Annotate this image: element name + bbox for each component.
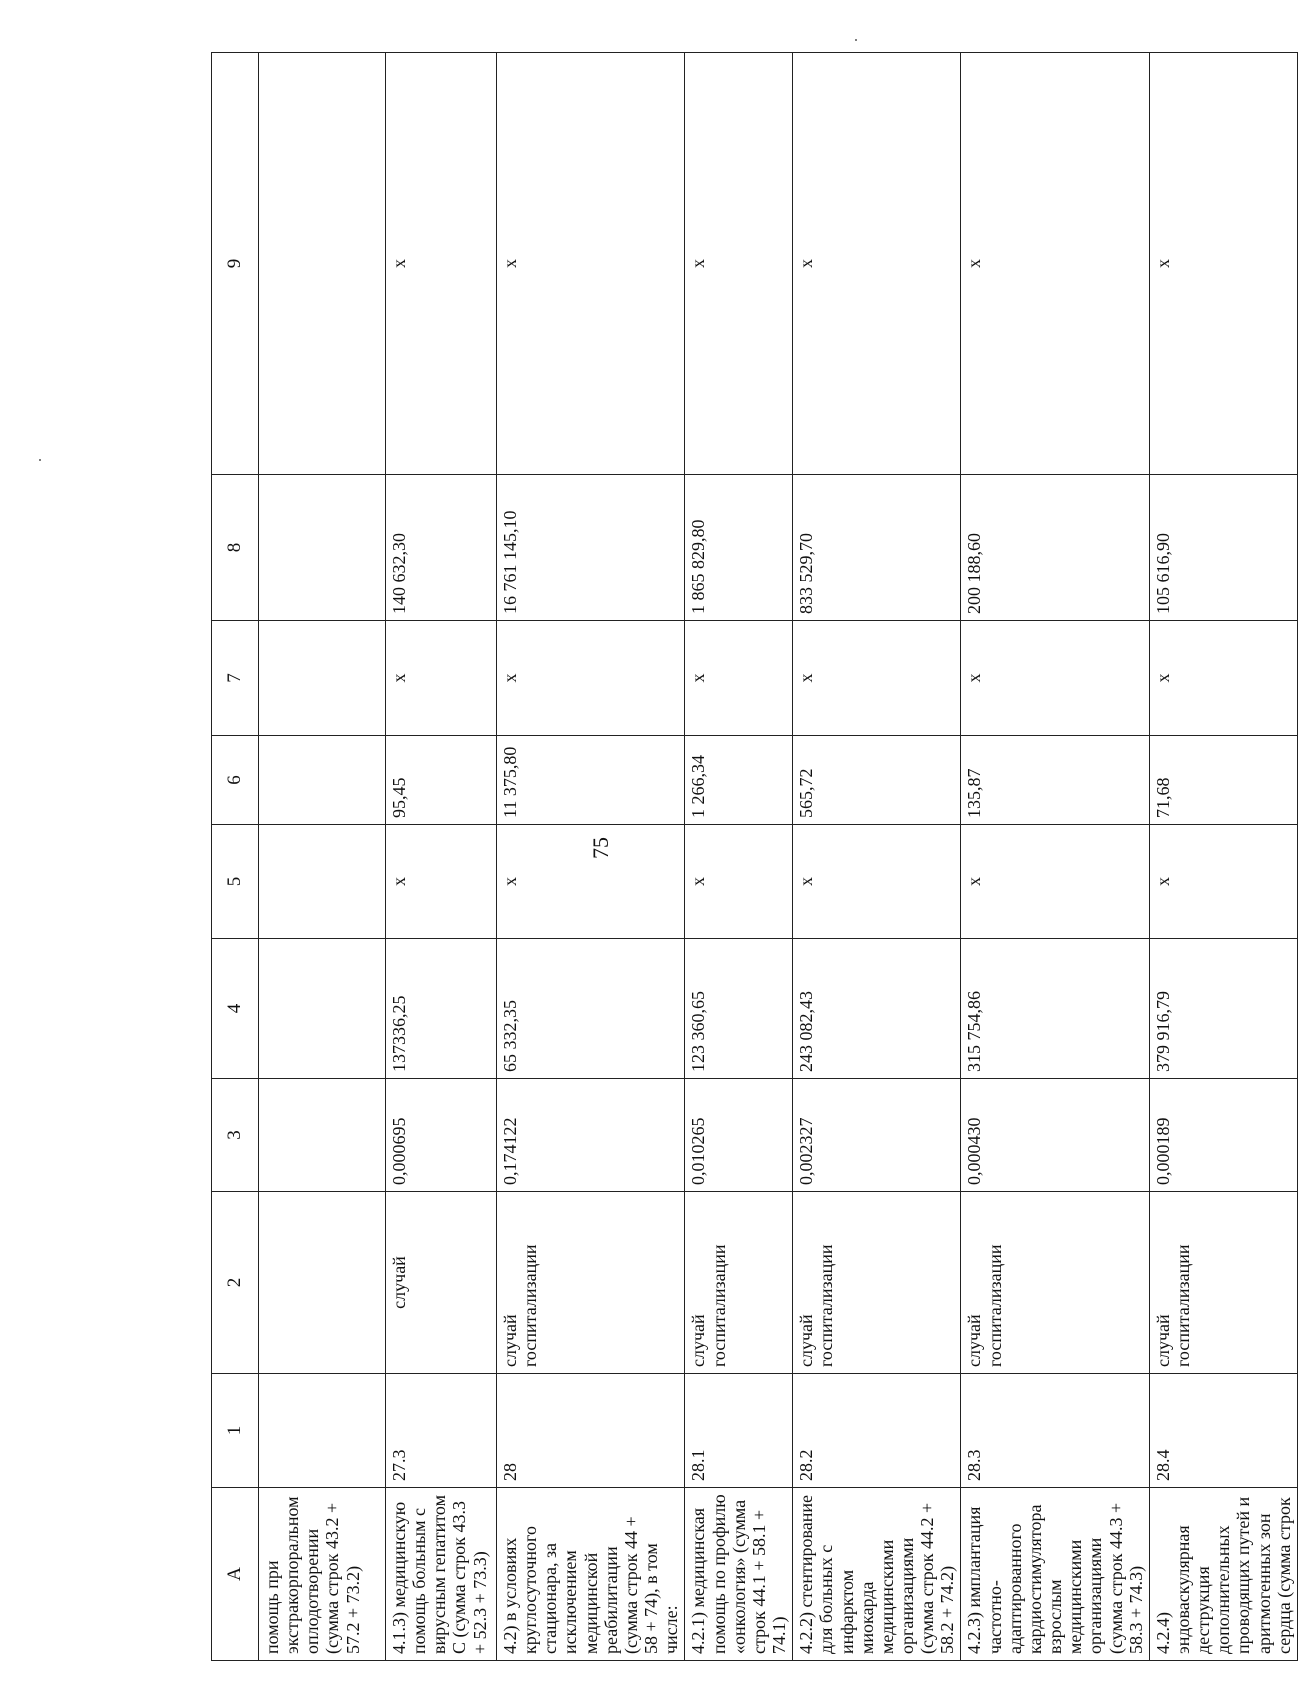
row-col9 — [259, 53, 386, 475]
data-table — [211, 52, 1298, 1661]
row-volume-norm: 0,000430 — [961, 1079, 1149, 1192]
row-col7 — [259, 621, 386, 736]
row-per-capita — [259, 736, 386, 825]
row-description: 4.2.4) эндоваскулярная деструкция дополнительных проводящих путей и аритмогенных зон сердца (сумма строк — [1149, 1488, 1297, 1661]
row-unit: случай госпитализации — [793, 1192, 961, 1374]
row-description: 4.2.3) имплантация частотно-адаптированного кардиостимулятора взрослым медицинскими организациями (сумма строк 44.3 + 58.3 + 74.3) — [961, 1488, 1149, 1661]
row-per-capita: 135,87 — [961, 736, 1149, 825]
row-volume-norm — [259, 1079, 386, 1192]
scan-speck — [855, 39, 857, 41]
row-line-number: 28.1 — [685, 1374, 793, 1488]
row-volume-norm: 0,174122 — [497, 1079, 685, 1192]
row-cost-norm: 379 916,79 — [1149, 939, 1297, 1079]
row-line-number: 28 — [497, 1374, 685, 1488]
row-col9: х — [386, 53, 497, 475]
row-total: 16 761 145,10 — [497, 475, 685, 621]
row-description: 4.2.1) медицинская помощь по профилю «онкология» (сумма строк 44.1 + 58.1 + 74.1) — [685, 1488, 793, 1661]
header-col-8: 8 — [212, 475, 259, 621]
row-unit: случай госпитализации — [685, 1192, 793, 1374]
row-col7: х — [961, 621, 1149, 736]
row-col9: х — [497, 53, 685, 475]
row-unit: случай — [386, 1192, 497, 1374]
row-col7: х — [1149, 621, 1297, 736]
row-line-number: 27.3 — [386, 1374, 497, 1488]
scan-speck — [39, 459, 41, 461]
table-row — [793, 53, 961, 1661]
row-description: 4.1.3) медицинскую помощь больным с вирусным гепатитом С (сумма строк 43.3 + 52.3 + 73.3) — [386, 1488, 497, 1661]
row-total: 105 616,90 — [1149, 475, 1297, 621]
header-col-3: 3 — [212, 1079, 259, 1192]
table-row — [259, 53, 386, 1661]
header-col-a: А — [212, 1488, 259, 1661]
header-col-9: 9 — [212, 53, 259, 475]
row-description: помощь при экстракорпоральном оплодотворении (сумма строк 43.2 + 57.2 + 73.2) — [259, 1488, 386, 1661]
row-total: 200 188,60 — [961, 475, 1149, 621]
row-col5: х — [1149, 825, 1297, 939]
row-unit: случай госпитализации — [497, 1192, 685, 1374]
row-col9: х — [685, 53, 793, 475]
row-col5: х — [793, 825, 961, 939]
row-col5 — [259, 825, 386, 939]
table-row — [961, 53, 1149, 1661]
row-col7: х — [685, 621, 793, 736]
row-per-capita: 95,45 — [386, 736, 497, 825]
row-per-capita: 11 375,80 — [497, 736, 685, 825]
table-row — [386, 53, 497, 1661]
row-total: 140 632,30 — [386, 475, 497, 621]
row-col5: х — [497, 825, 685, 939]
row-total: 1 865 829,80 — [685, 475, 793, 621]
row-col9: х — [793, 53, 961, 475]
header-row — [212, 53, 259, 1661]
row-per-capita: 71,68 — [1149, 736, 1297, 825]
header-col-6: 6 — [212, 736, 259, 825]
row-line-number: 28.2 — [793, 1374, 961, 1488]
header-col-5: 5 — [212, 825, 259, 939]
row-volume-norm: 0,010265 — [685, 1079, 793, 1192]
row-col7: х — [386, 621, 497, 736]
row-cost-norm: 123 360,65 — [685, 939, 793, 1079]
row-col7: х — [793, 621, 961, 736]
row-cost-norm — [259, 939, 386, 1079]
row-line-number: 28.4 — [1149, 1374, 1297, 1488]
row-col9: х — [961, 53, 1149, 475]
row-per-capita: 565,72 — [793, 736, 961, 825]
row-line-number — [259, 1374, 386, 1488]
row-cost-norm: 137336,25 — [386, 939, 497, 1079]
row-volume-norm: 0,000695 — [386, 1079, 497, 1192]
row-col9: х — [1149, 53, 1297, 475]
table-row — [1149, 53, 1297, 1661]
header-col-2: 2 — [212, 1192, 259, 1374]
row-description: 4.2) в условиях круглосуточного стационара, за исключением медицинской реабилитации (сумма строк 44 + 58 + 74), в том числе: — [497, 1488, 685, 1661]
row-cost-norm: 315 754,86 — [961, 939, 1149, 1079]
row-volume-norm: 0,002327 — [793, 1079, 961, 1192]
row-line-number: 28.3 — [961, 1374, 1149, 1488]
header-col-7: 7 — [212, 621, 259, 736]
row-col7: х — [497, 621, 685, 736]
row-cost-norm: 65 332,35 — [497, 939, 685, 1079]
row-unit: случай госпитализации — [961, 1192, 1149, 1374]
page-number: 75 — [588, 837, 613, 859]
rotated-table-sheet — [211, 53, 1294, 1661]
row-total: 833 529,70 — [793, 475, 961, 621]
row-col5: х — [961, 825, 1149, 939]
row-volume-norm: 0,000189 — [1149, 1079, 1297, 1192]
row-col5: х — [386, 825, 497, 939]
row-per-capita: 1 266,34 — [685, 736, 793, 825]
row-total — [259, 475, 386, 621]
row-col5: х — [685, 825, 793, 939]
header-col-1: 1 — [212, 1374, 259, 1488]
row-description: 4.2.2) стентирование для больных с инфарктом миокарда медицинскими организациями (сумма строк 44.2 + 58.2 + 74.2) — [793, 1488, 961, 1661]
table-row — [685, 53, 793, 1661]
row-unit: случай госпитализации — [1149, 1192, 1297, 1374]
row-cost-norm: 243 082,43 — [793, 939, 961, 1079]
table-row — [497, 53, 685, 1661]
header-col-4: 4 — [212, 939, 259, 1079]
row-unit — [259, 1192, 386, 1374]
